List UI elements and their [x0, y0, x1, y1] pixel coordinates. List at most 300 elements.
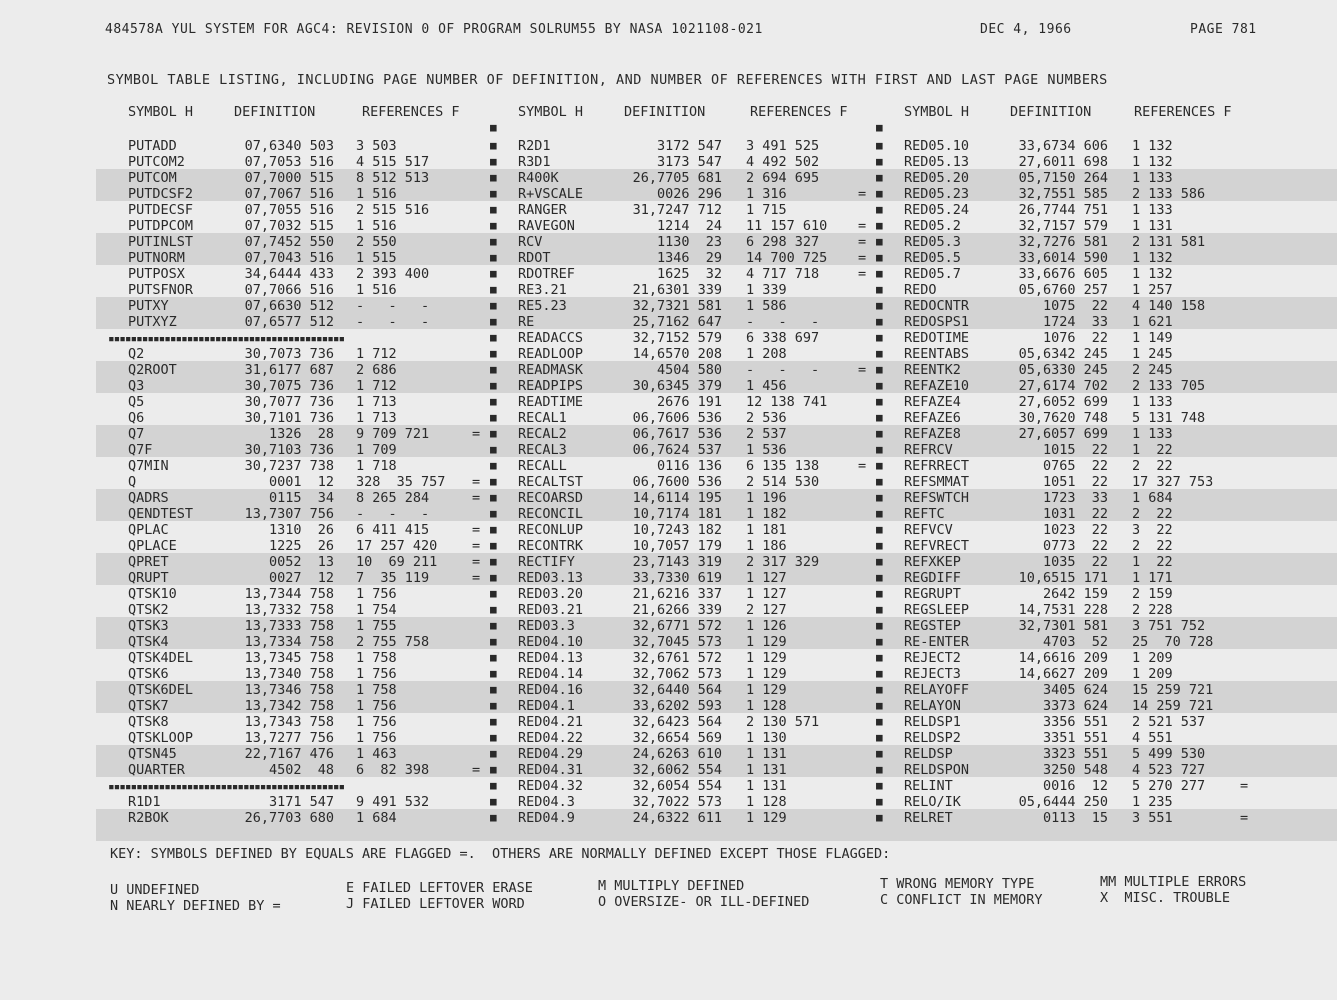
- column-separator: ■: [876, 251, 883, 264]
- references-value: 2 537: [746, 426, 787, 442]
- references-value: 3 551: [1132, 810, 1173, 826]
- symbol-name: REGSTEP: [904, 618, 961, 634]
- references-value: 1 756: [356, 666, 397, 682]
- symbol-name: RECONTRK: [518, 538, 584, 554]
- page-header-date: DEC 4, 1966: [980, 22, 1072, 37]
- column-separator: ■: [490, 347, 497, 360]
- symbol-name: REGRUPT: [904, 586, 961, 602]
- col3-definition-header: DEFINITION: [1010, 104, 1092, 120]
- symbol-name: RECAL2: [518, 426, 567, 442]
- definition-value: 2642 159: [1042, 586, 1108, 602]
- references-value: 1 713: [356, 394, 397, 410]
- column-separator: ■: [490, 155, 497, 168]
- references-value: 1 129: [746, 682, 787, 698]
- references-value: 10 69 211: [356, 554, 438, 570]
- definition-value: 14,6627 209: [1018, 666, 1108, 682]
- symbol-name: RED05.23: [904, 186, 970, 202]
- column-separator: ■: [876, 235, 883, 248]
- symbol-name: REFAZE10: [904, 378, 970, 394]
- references-value: 7 35 119: [356, 570, 430, 586]
- column-separator: ■: [876, 411, 883, 424]
- definition-value: 1214 24: [656, 218, 722, 234]
- references-value: 2 22: [1132, 458, 1173, 474]
- equals-flag: =: [858, 234, 867, 250]
- column-separator: ■: [876, 507, 883, 520]
- definition-value: 32,7301 581: [1018, 618, 1108, 634]
- column-separator: ■: [876, 443, 883, 456]
- references-value: 2 133 586: [1132, 186, 1206, 202]
- symbol-name: RELDSP2: [904, 730, 961, 746]
- symbol-name: QADRS: [128, 490, 169, 506]
- definition-value: 13,7340 758: [244, 666, 334, 682]
- symbol-name: QPLACE: [128, 538, 177, 554]
- column-separator: ■: [876, 587, 883, 600]
- column-separator: ■: [876, 763, 883, 776]
- column-separator: ■: [876, 651, 883, 664]
- references-value: 2 521 537: [1132, 714, 1206, 730]
- definition-value: 1310 26: [268, 522, 334, 538]
- key-failed-erase: E FAILED LEFTOVER ERASE: [346, 880, 533, 896]
- equals-flag: =: [472, 490, 481, 506]
- definition-value: 30,7237 738: [244, 458, 334, 474]
- references-value: 1 516: [356, 218, 397, 234]
- references-value: 2 393 400: [356, 266, 430, 282]
- page-header-title: 484578A YUL SYSTEM FOR AGC4: REVISION 0 OF PROGRAM SOLRUM55 BY NASA 1021108-021: [105, 22, 763, 37]
- definition-value: 33,7330 619: [632, 570, 722, 586]
- definition-value: 07,7055 516: [244, 202, 334, 218]
- column-separator: ■: [490, 555, 497, 568]
- references-value: 4 492 502: [746, 154, 820, 170]
- references-value: 1 756: [356, 730, 397, 746]
- symbol-name: RED04.1: [518, 698, 575, 714]
- symbol-name: RECONCIL: [518, 506, 584, 522]
- symbol-name: QPLAC: [128, 522, 169, 538]
- column-separator: ■: [876, 187, 883, 200]
- symbol-name: PUTDECSF: [128, 202, 194, 218]
- definition-value: 26,7703 680: [244, 810, 334, 826]
- definition-value: 13,7277 756: [244, 730, 334, 746]
- references-value: 6 135 138: [746, 458, 820, 474]
- symbol-name: PUTDCSF2: [128, 186, 194, 202]
- references-value: - - -: [356, 298, 430, 314]
- column-separator: ■: [876, 203, 883, 216]
- definition-value: 32,7152 579: [632, 330, 722, 346]
- column-separator: ■: [490, 619, 497, 632]
- definition-value: 1075 22: [1042, 298, 1108, 314]
- definition-value: 10,7243 182: [632, 522, 722, 538]
- references-value: 1 127: [746, 586, 787, 602]
- separator-dash-line: ▪▪▪▪▪▪▪▪▪▪▪▪▪▪▪▪▪▪▪▪▪▪▪▪▪▪▪▪▪▪▪▪▪▪▪▪▪▪▪▪▪▪: [108, 780, 345, 793]
- column-separator: ■: [876, 427, 883, 440]
- symbol-name: R2BOK: [128, 810, 169, 826]
- definition-value: 06,7600 536: [632, 474, 722, 490]
- references-value: 14 259 721: [1132, 698, 1214, 714]
- references-value: 1 709: [356, 442, 397, 458]
- definition-value: 10,7174 181: [632, 506, 722, 522]
- references-value: 1 515: [356, 250, 397, 266]
- symbol-name: REFAZE4: [904, 394, 961, 410]
- equals-flag: =: [472, 762, 481, 778]
- key-failed-word: J FAILED LEFTOVER WORD: [346, 896, 525, 912]
- references-value: 1 131: [746, 778, 787, 794]
- references-value: 1 22: [1132, 442, 1173, 458]
- symbol-name: REFSMMAT: [904, 474, 970, 490]
- symbol-name: RELAYON: [904, 698, 961, 714]
- definition-value: 3173 547: [656, 154, 722, 170]
- col2-definition-header: DEFINITION: [624, 104, 706, 120]
- column-separator: ■: [490, 795, 497, 808]
- definition-value: 30,7073 736: [244, 346, 334, 362]
- references-value: 5 270 277: [1132, 778, 1206, 794]
- symbol-name: REFXKEP: [904, 554, 961, 570]
- definition-value: 1031 22: [1042, 506, 1108, 522]
- definition-value: 32,7321 581: [632, 298, 722, 314]
- definition-value: 13,7346 758: [244, 682, 334, 698]
- definition-value: 0116 136: [656, 458, 722, 474]
- symbol-name: RAVEGON: [518, 218, 575, 234]
- references-value: 3 491 525: [746, 138, 820, 154]
- definition-value: 4703 52: [1042, 634, 1108, 650]
- column-separator: ■: [490, 715, 497, 728]
- column-separator: ■: [490, 731, 497, 744]
- definition-value: 13,7332 758: [244, 602, 334, 618]
- references-value: - - -: [746, 362, 820, 378]
- definition-value: 3373 624: [1042, 698, 1108, 714]
- definition-value: 13,7345 758: [244, 650, 334, 666]
- definition-value: 24,6322 611: [632, 810, 722, 826]
- references-value: 9 709 721: [356, 426, 430, 442]
- definition-value: 05,6760 257: [1018, 282, 1108, 298]
- column-separator: ■: [490, 491, 497, 504]
- equals-flag: =: [472, 570, 481, 586]
- references-value: 1 758: [356, 682, 397, 698]
- definition-value: 13,7307 756: [244, 506, 334, 522]
- definition-value: 32,6054 554: [632, 778, 722, 794]
- definition-value: 32,7551 585: [1018, 186, 1108, 202]
- column-separator: ■: [876, 555, 883, 568]
- definition-value: 27,6052 699: [1018, 394, 1108, 410]
- symbol-name: PUTSFNOR: [128, 282, 194, 298]
- symbol-name: Q5: [128, 394, 145, 410]
- symbol-name: RED04.9: [518, 810, 575, 826]
- column-separator: ■: [876, 571, 883, 584]
- definition-value: 2676 191: [656, 394, 722, 410]
- references-value: 2 515 516: [356, 202, 430, 218]
- column-separator: ■: [490, 187, 497, 200]
- symbol-name: REFTC: [904, 506, 945, 522]
- column-separator: ■: [490, 539, 497, 552]
- definition-value: 13,7333 758: [244, 618, 334, 634]
- references-value: 1 133: [1132, 426, 1173, 442]
- column-separator: ■: [876, 459, 883, 472]
- symbol-name: QTSK3: [128, 618, 169, 634]
- definition-value: 0026 296: [656, 186, 722, 202]
- references-value: 11 157 610: [746, 218, 828, 234]
- references-value: 1 755: [356, 618, 397, 634]
- definition-value: 32,7045 573: [632, 634, 722, 650]
- definition-value: 0027 12: [268, 570, 334, 586]
- definition-value: 14,7531 228: [1018, 602, 1108, 618]
- references-value: 1 713: [356, 410, 397, 426]
- references-value: 1 339: [746, 282, 787, 298]
- definition-value: 32,6761 572: [632, 650, 722, 666]
- separator-dash-line: ▪▪▪▪▪▪▪▪▪▪▪▪▪▪▪▪▪▪▪▪▪▪▪▪▪▪▪▪▪▪▪▪▪▪▪▪▪▪▪▪▪▪: [108, 332, 345, 345]
- definition-value: 05,6342 245: [1018, 346, 1108, 362]
- column-separator: ■: [876, 283, 883, 296]
- symbol-name: Q2ROOT: [128, 362, 177, 378]
- symbol-name: PUTNORM: [128, 250, 185, 266]
- references-value: 2 686: [356, 362, 397, 378]
- references-value: 1 208: [746, 346, 787, 362]
- references-value: 25 70 728: [1132, 634, 1214, 650]
- symbol-name: REENTK2: [904, 362, 961, 378]
- column-separator: ■: [876, 523, 883, 536]
- definition-value: 07,7066 516: [244, 282, 334, 298]
- references-value: 2 159: [1132, 586, 1173, 602]
- definition-value: 30,7101 736: [244, 410, 334, 426]
- column-separator: ■: [490, 523, 497, 536]
- definition-value: 23,7143 319: [632, 554, 722, 570]
- definition-value: 3250 548: [1042, 762, 1108, 778]
- symbol-name: RCV: [518, 234, 543, 250]
- references-value: 1 316: [746, 186, 787, 202]
- symbol-name: Q: [128, 474, 137, 490]
- column-separator: ■: [490, 219, 497, 232]
- symbol-name: REDO: [904, 282, 937, 298]
- references-value: 6 82 398: [356, 762, 430, 778]
- symbol-name: QTSK4DEL: [128, 650, 194, 666]
- references-value: 4 515 517: [356, 154, 430, 170]
- column-separator: ■: [876, 347, 883, 360]
- symbol-name: REFVCV: [904, 522, 953, 538]
- symbol-name: QPRET: [128, 554, 169, 570]
- symbol-name: REFAZE8: [904, 426, 961, 442]
- references-value: 1 516: [356, 282, 397, 298]
- definition-value: 06,7624 537: [632, 442, 722, 458]
- references-value: 5 499 530: [1132, 746, 1206, 762]
- equals-flag: =: [472, 522, 481, 538]
- symbol-name: QTSN45: [128, 746, 177, 762]
- column-separator: ■: [490, 667, 497, 680]
- references-value: 2 133 705: [1132, 378, 1206, 394]
- equals-flag: =: [858, 362, 867, 378]
- column-separator: ■: [876, 619, 883, 632]
- references-value: 1 586: [746, 298, 787, 314]
- references-value: 17 257 420: [356, 538, 438, 554]
- definition-value: 32,7276 581: [1018, 234, 1108, 250]
- references-value: 1 536: [746, 442, 787, 458]
- references-value: 1 149: [1132, 330, 1173, 346]
- symbol-name: RED05.5: [904, 250, 961, 266]
- references-value: 2 22: [1132, 538, 1173, 554]
- column-separator: ■: [876, 491, 883, 504]
- column-separator: ■: [490, 651, 497, 664]
- references-value: 4 140 158: [1132, 298, 1206, 314]
- symbol-name: Q7MIN: [128, 458, 169, 474]
- col1-symbol-header: SYMBOL H: [128, 104, 194, 120]
- definition-value: 0001 12: [268, 474, 334, 490]
- symbol-name: PUTXYZ: [128, 314, 177, 330]
- column-separator: ■: [490, 235, 497, 248]
- listing-subtitle: SYMBOL TABLE LISTING, INCLUDING PAGE NUMBER OF DEFINITION, AND NUMBER OF REFERENCES WITH FIRST AND LAST PAGE NUMBERS: [107, 72, 1108, 88]
- column-separator: ■: [490, 331, 497, 344]
- symbol-name: RE3.21: [518, 282, 567, 298]
- column-separator: ■: [490, 459, 497, 472]
- column-separator: ■: [876, 171, 883, 184]
- column-separator: ■: [876, 683, 883, 696]
- references-value: 2 22: [1132, 506, 1173, 522]
- equals-flag: =: [1240, 778, 1249, 794]
- symbol-name: RECALL: [518, 458, 567, 474]
- references-value: 3 22: [1132, 522, 1173, 538]
- references-value: 2 536: [746, 410, 787, 426]
- references-value: 1 758: [356, 650, 397, 666]
- symbol-name: R400K: [518, 170, 559, 186]
- column-separator: ■: [490, 507, 497, 520]
- symbol-name: RED04.32: [518, 778, 584, 794]
- column-separator: ■: [490, 267, 497, 280]
- references-value: 1 463: [356, 746, 397, 762]
- definition-value: 33,6202 593: [632, 698, 722, 714]
- symbol-name: Q6: [128, 410, 145, 426]
- definition-value: 13,7343 758: [244, 714, 334, 730]
- references-value: 17 327 753: [1132, 474, 1214, 490]
- definition-value: 0113 15: [1042, 810, 1108, 826]
- references-value: 2 130 571: [746, 714, 820, 730]
- symbol-name: REENTABS: [904, 346, 970, 362]
- symbol-name: QTSKLOOP: [128, 730, 194, 746]
- references-value: 1 196: [746, 490, 787, 506]
- column-separator: ■: [876, 139, 883, 152]
- symbol-name: RE: [518, 314, 535, 330]
- references-value: 1 715: [746, 202, 787, 218]
- references-value: 1 22: [1132, 554, 1173, 570]
- column-separator: ■: [490, 635, 497, 648]
- key-undefined: U UNDEFINED: [110, 882, 200, 898]
- symbol-name: RED03.13: [518, 570, 584, 586]
- key-wrong-memory: T WRONG MEMORY TYPE: [880, 876, 1035, 892]
- references-value: 1 235: [1132, 794, 1173, 810]
- definition-value: 27,6011 698: [1018, 154, 1108, 170]
- references-value: 1 209: [1132, 650, 1173, 666]
- references-value: 1 129: [746, 650, 787, 666]
- symbol-name: REGDIFF: [904, 570, 961, 586]
- symbol-name: RED04.14: [518, 666, 584, 682]
- paper-stripe: [96, 825, 1337, 841]
- definition-value: 07,7000 515: [244, 170, 334, 186]
- definition-value: 0765 22: [1042, 458, 1108, 474]
- definition-value: 1326 28: [268, 426, 334, 442]
- definition-value: 10,6515 171: [1018, 570, 1108, 586]
- equals-flag: =: [858, 186, 867, 202]
- equals-flag: =: [858, 266, 867, 282]
- references-value: 1 186: [746, 538, 787, 554]
- definition-value: 1035 22: [1042, 554, 1108, 570]
- references-value: 1 718: [356, 458, 397, 474]
- references-value: 6 298 327: [746, 234, 820, 250]
- symbol-name: PUTDPCOM: [128, 218, 194, 234]
- references-value: 2 755 758: [356, 634, 430, 650]
- key-conflict-memory: C CONFLICT IN MEMORY: [880, 892, 1043, 908]
- symbol-name: REFVRECT: [904, 538, 970, 554]
- references-value: 1 182: [746, 506, 787, 522]
- definition-value: 4504 580: [656, 362, 722, 378]
- column-separator: ■: [876, 779, 883, 792]
- references-value: 2 550: [356, 234, 397, 250]
- column-separator: ■: [876, 603, 883, 616]
- symbol-name: RELDSP: [904, 746, 953, 762]
- column-separator: ■: [876, 331, 883, 344]
- column-separator: ■: [490, 779, 497, 792]
- definition-value: 31,6177 687: [244, 362, 334, 378]
- references-value: 2 514 530: [746, 474, 820, 490]
- references-value: 1 131: [746, 746, 787, 762]
- definition-value: 3172 547: [656, 138, 722, 154]
- definition-value: 14,6616 209: [1018, 650, 1108, 666]
- key-title: KEY: SYMBOLS DEFINED BY EQUALS ARE FLAGGED =. OTHERS ARE NORMALLY DEFINED EXCEPT THOSE FLAGGED:: [110, 846, 891, 862]
- definition-value: 0773 22: [1042, 538, 1108, 554]
- references-value: 1 712: [356, 378, 397, 394]
- column-separator: ■: [876, 539, 883, 552]
- references-value: 2 245: [1132, 362, 1173, 378]
- references-value: 1 181: [746, 522, 787, 538]
- symbol-name: READMASK: [518, 362, 584, 378]
- references-value: - - -: [356, 506, 430, 522]
- references-value: 8 265 284: [356, 490, 430, 506]
- definition-value: 21,6266 339: [632, 602, 722, 618]
- references-value: 1 132: [1132, 250, 1173, 266]
- column-separator: ■: [876, 811, 883, 824]
- symbol-name: RED04.13: [518, 650, 584, 666]
- symbol-name: R3D1: [518, 154, 551, 170]
- references-value: 1 684: [1132, 490, 1173, 506]
- column-separator: ■: [490, 315, 497, 328]
- column-separator: ■: [490, 139, 497, 152]
- key-multiple-errors: MM MULTIPLE ERRORS: [1100, 874, 1247, 890]
- symbol-name: RELO/IK: [904, 794, 961, 810]
- references-value: 1 171: [1132, 570, 1173, 586]
- column-separator: ■: [876, 475, 883, 488]
- definition-value: 3405 624: [1042, 682, 1108, 698]
- definition-value: 1723 33: [1042, 490, 1108, 506]
- references-value: 1 516: [356, 186, 397, 202]
- references-value: 1 132: [1132, 154, 1173, 170]
- symbol-name: RED05.2: [904, 218, 961, 234]
- symbol-name: RDOT: [518, 250, 551, 266]
- definition-value: 10,7057 179: [632, 538, 722, 554]
- references-value: 4 523 727: [1132, 762, 1206, 778]
- symbol-name: REFSWTCH: [904, 490, 970, 506]
- definition-value: 1346 29: [656, 250, 722, 266]
- definition-value: 27,6174 702: [1018, 378, 1108, 394]
- references-value: 1 754: [356, 602, 397, 618]
- symbol-name: RECONLUP: [518, 522, 584, 538]
- col2-symbol-header: SYMBOL H: [518, 104, 584, 120]
- column-separator: ■: [490, 379, 497, 392]
- symbol-name: PUTINLST: [128, 234, 194, 250]
- references-value: 1 132: [1132, 138, 1173, 154]
- definition-value: 1724 33: [1042, 314, 1108, 330]
- column-separator: ■: [490, 121, 497, 134]
- references-value: 8 512 513: [356, 170, 430, 186]
- symbol-name: REFRRECT: [904, 458, 970, 474]
- symbol-name: QRUPT: [128, 570, 169, 586]
- references-value: - - -: [356, 314, 430, 330]
- definition-value: 1015 22: [1042, 442, 1108, 458]
- column-separator: ■: [876, 747, 883, 760]
- references-value: 328 35 757: [356, 474, 446, 490]
- references-value: 1 456: [746, 378, 787, 394]
